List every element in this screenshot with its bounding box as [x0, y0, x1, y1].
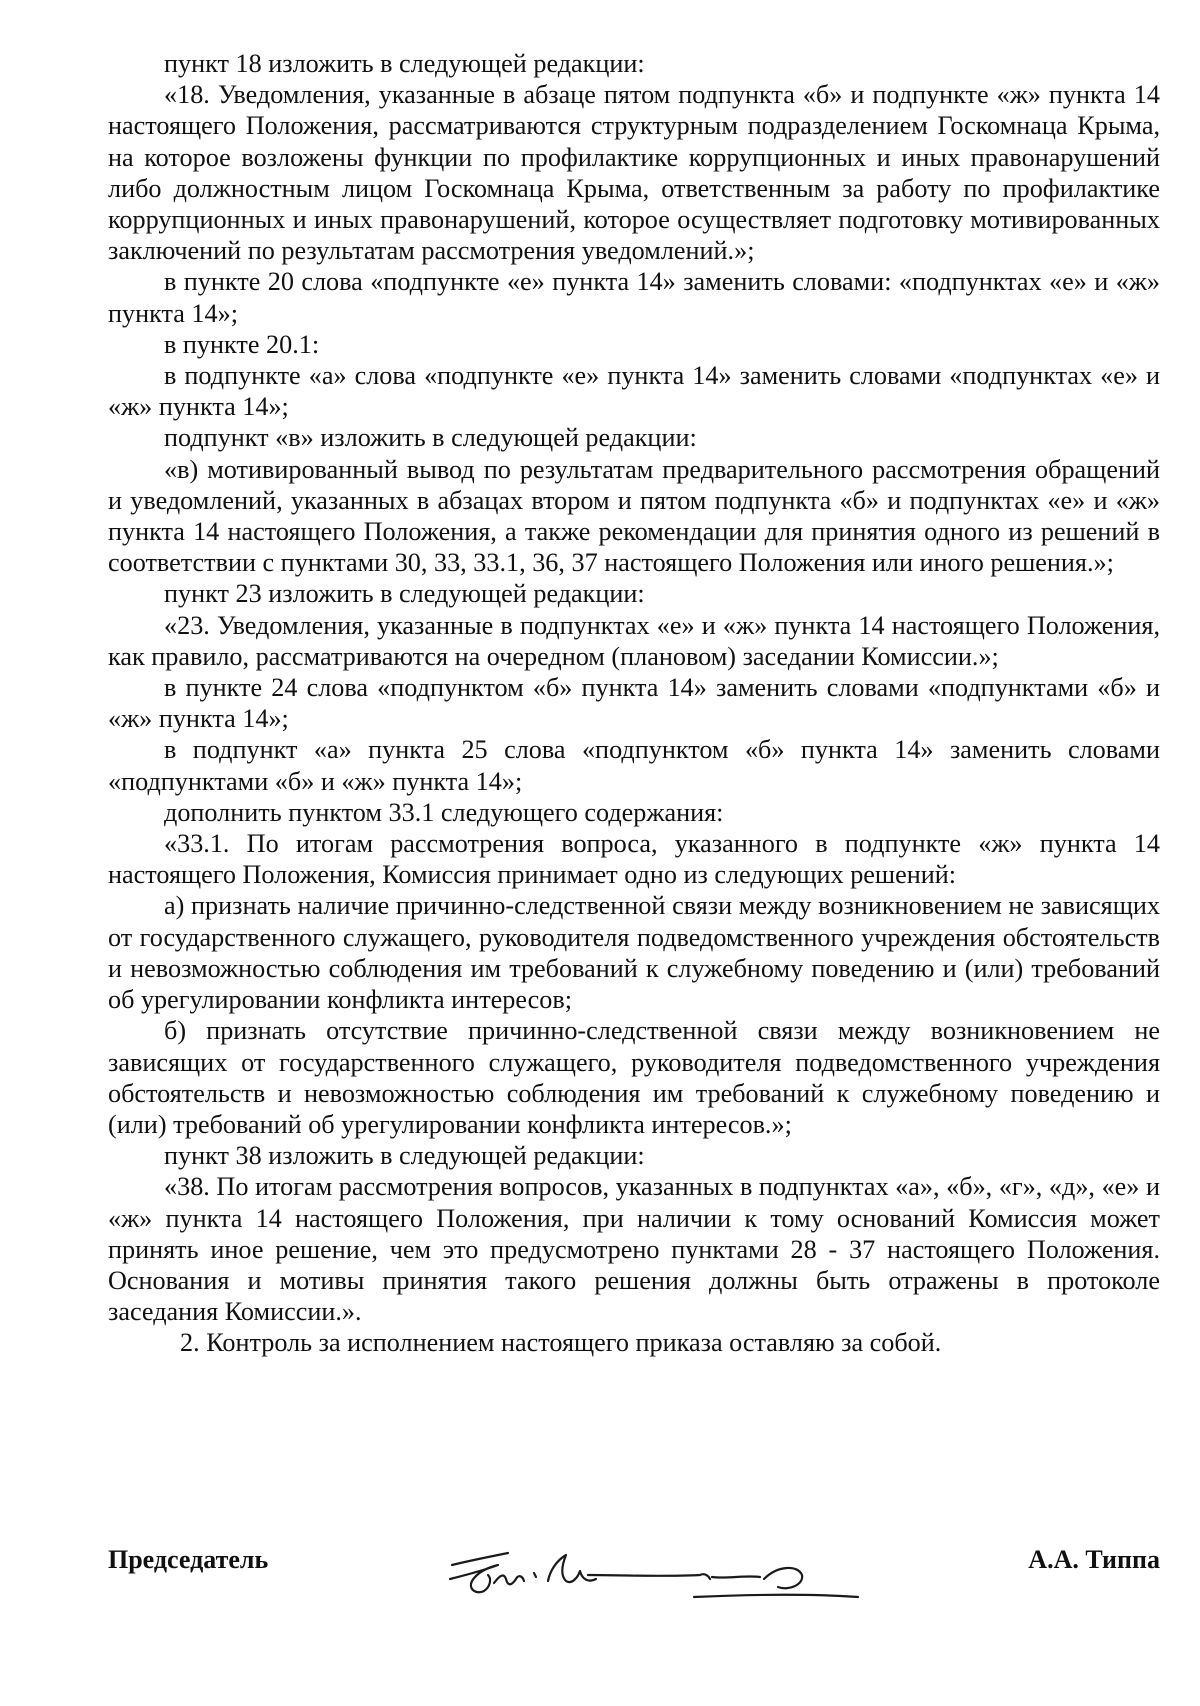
- paragraph-1: пункт 18 изложить в следующей редакции:: [164, 49, 645, 78]
- paragraph-7: «в) мотивированный вывод по результатам предварительного рассмотрения обращений и уведомлений, указанных в абзацах втором и пятом подпункта «б» и подпунктах «е» и «ж» пункта 14 настоящего Положения, а также рекомендации для принятия одного из решений в соответствии с пунктами 30, 33, 33.1, 36, 37 настоящего Положения или иного решения.»;: [108, 454, 1160, 578]
- paragraph-8: пункт 23 изложить в следующей редакции:: [164, 579, 645, 609]
- signature-title: Председатель: [108, 1545, 269, 1574]
- paragraph-13: «33.1. По итогам рассмотрения вопроса, указанного в подпункте «ж» пункта 14 настоящего Положения, Комиссия принимает одно из следующих решений:: [108, 829, 1160, 890]
- handwritten-signature: [438, 1535, 878, 1605]
- signature-block: [108, 1535, 1160, 1615]
- paragraph-14: а) признать наличие причинно-следственной связи между возникновением не зависящих от государственного служащего, руководителя подведомственного учреждения обстоятельств и невозможностью соблюдения им требований к служебному поведению и (или) требований об урегулировании конфликта интересов;: [108, 891, 1160, 1015]
- paragraph-12: дополнить пунктом 33.1 следующего содержания:: [164, 797, 724, 827]
- paragraph-15: б) признать отсутствие причинно-следственной связи между возникновением не зависящих от государственного служащего, руководителя подведомственного учреждения обстоятельств и невозможностью соблюдения им требований к служебному поведению и (или) требований об урегулировании конфликта интересов.»;: [108, 1016, 1160, 1139]
- paragraph-6: подпункт «в» изложить в следующей редакции:: [164, 423, 697, 453]
- document-body: [108, 48, 1160, 1359]
- paragraph-18: 2. Контроль за исполнением настоящего приказа оставляю за собой.: [180, 1328, 942, 1358]
- paragraph-3: в пункте 20 слова «подпункте «е» пункта 14» заменить словами: «подпунктах «е» и «ж» пункта 14»;: [108, 267, 1160, 328]
- paragraph-17: «38. По итогам рассмотрения вопросов, указанных в подпунктах «а», «б», «г», «д», «е» и «ж» пункта 14 настоящего Положения, при наличии к тому оснований Комиссия может принять иное решение, чем это предусмотрено пунктами 28 - 37 настоящего Положения. Основания и мотивы принятия такого решения должны быть отражены в протоколе заседания Комиссии.».: [108, 1172, 1160, 1327]
- paragraph-5: в подпункте «а» слова «подпункте «е» пункта 14» заменить словами «подпунктах «е» и «ж» пункта 14»;: [108, 361, 1160, 422]
- signature-name: А.А. Типпа: [1028, 1545, 1160, 1574]
- paragraph-16: пункт 38 изложить в следующей редакции:: [164, 1141, 645, 1171]
- paragraph-10: в пункте 24 слова «подпунктом «б» пункта 14» заменить словами «подпунктами «б» и «ж» пункта 14»;: [108, 673, 1160, 734]
- paragraph-4: в пункте 20.1:: [164, 329, 320, 359]
- paragraph-9: «23. Уведомления, указанные в подпунктах «е» и «ж» пункта 14 настоящего Положения, как правило, рассматриваются на очередном (плановом) заседании Комиссии.»;: [108, 610, 1160, 671]
- paragraph-2: «18. Уведомления, указанные в абзаце пятом подпункта «б» и подпункте «ж» пункта 14 настоящего Положения, рассматриваются структурным подразделением Госкомнаца Крыма, на которое возложены функции по профилактике коррупционных и иных правонарушений либо должностным лицом Госкомнаца Крыма, ответственным за работу по профилактике коррупционных и иных правонарушений, которое осуществляет подготовку мотивированных заключений по результатам рассмотрения уведомлений.»;: [108, 80, 1160, 266]
- paragraph-11: в подпункт «а» пункта 25 слова «подпунктом «б» пункта 14» заменить словами «подпунктами «б» и «ж» пункта 14»;: [108, 735, 1160, 796]
